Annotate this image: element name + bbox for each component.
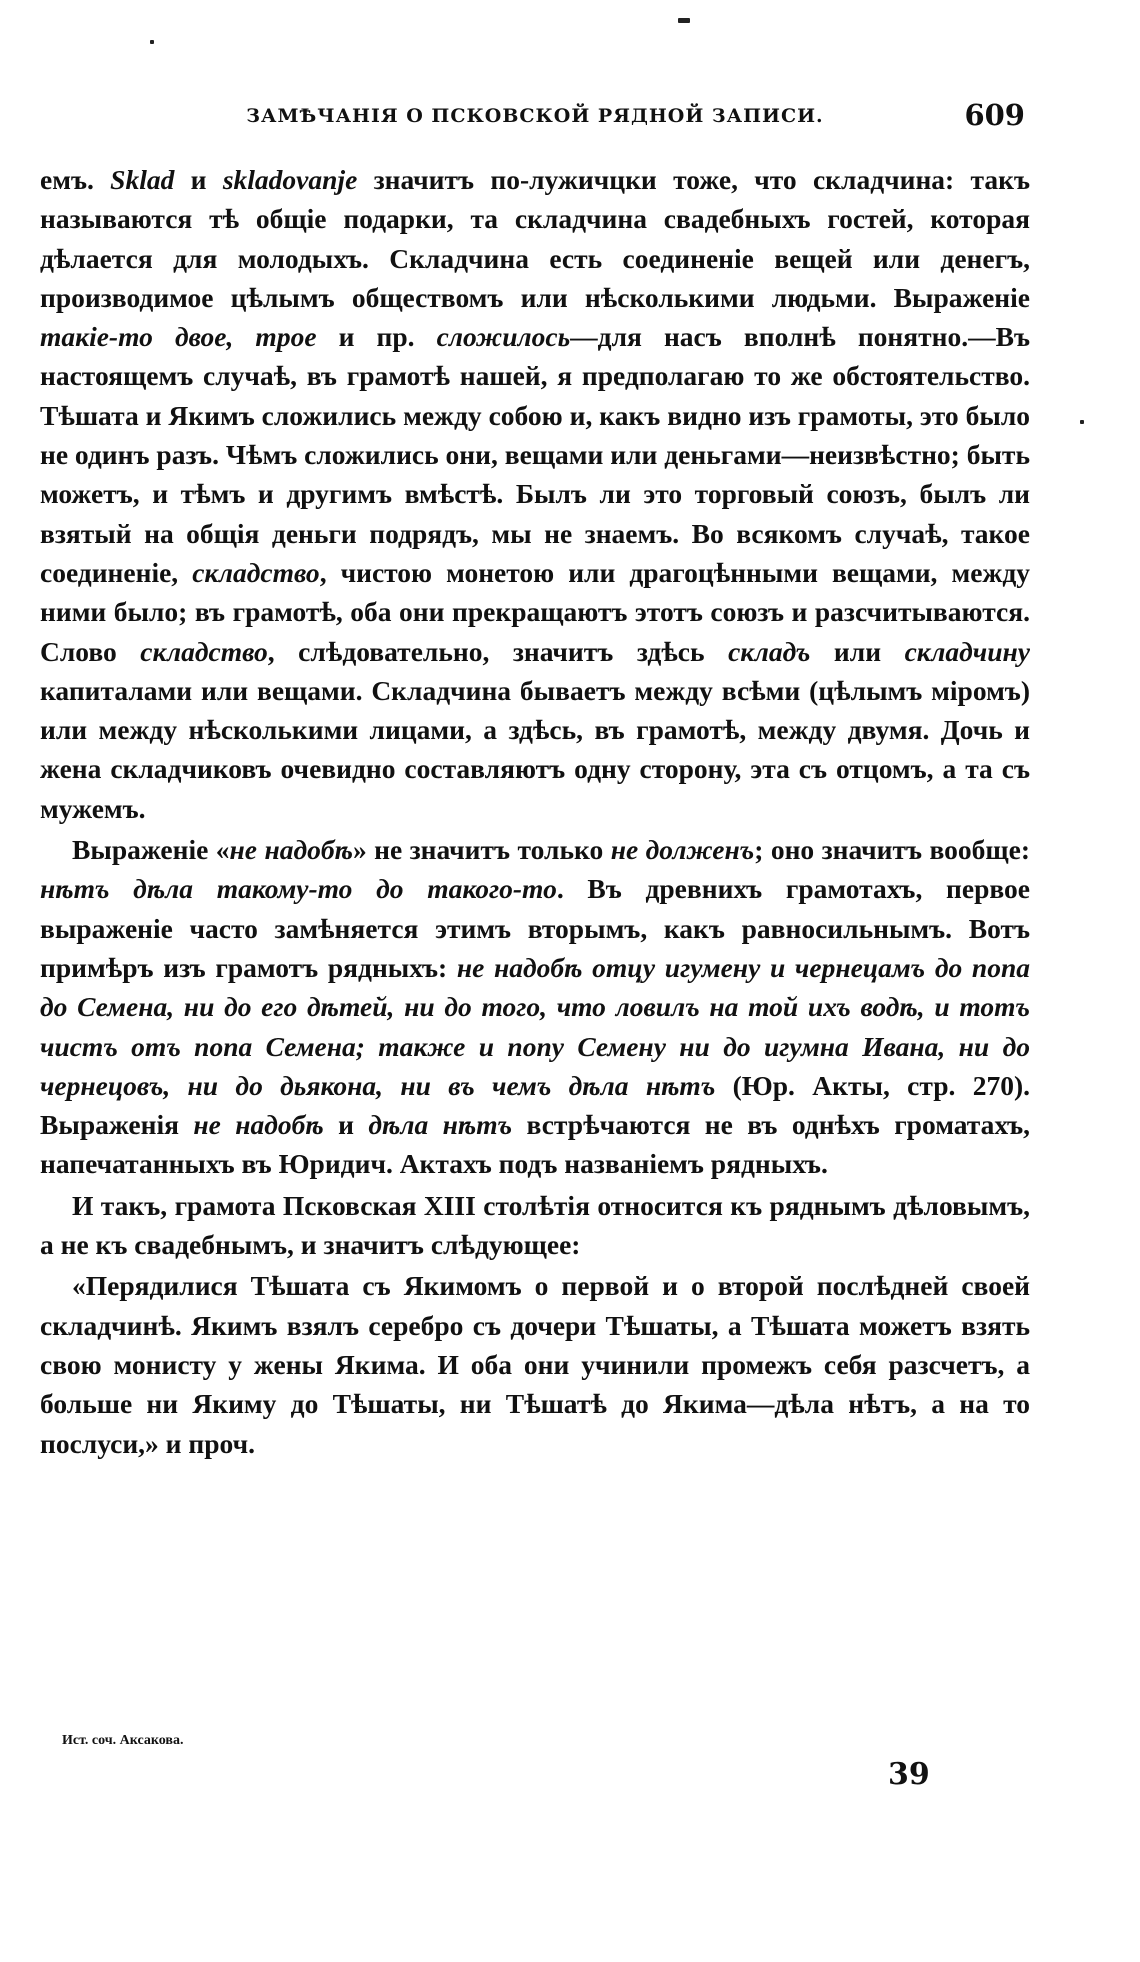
- page-number: 609: [964, 98, 1025, 132]
- italic-run: skladovanje: [222, 164, 358, 195]
- italic-run: складъ: [728, 635, 811, 667]
- text-run: —для насъ вполнѣ понятно.—Въ настоящемъ случаѣ, въ грамотѣ нашей, я предполагаю то же обстоятельство. Тѣшата и Якимъ сложились между собою и, какъ видно изъ грамоты, это было не одинъ разъ. Чѣмъ сложились они, вещами или деньгами—неизвѣстно; быть можетъ, и тѣмъ и другимъ вмѣстѣ. Былъ ли это торговый союзъ, былъ ли взятый на общія деньги подрядъ, мы не знаемъ. Во всякомъ случаѣ, такое соединеніе,: [40, 321, 1030, 588]
- print-speck: [150, 40, 154, 44]
- text-run: и: [174, 164, 223, 195]
- italic-run: не надобѣ отцу игумену и чернецамъ до попа до Семена, ни до его дѣтей, ни до того, что ловилъ на той ихъ водѣ, и тотъ чистъ отъ попа Семена; также и попу Семену ни до игумна Ивана, ни до чернецовъ, ни до дьякона, ни въ чемъ дѣла нѣтъ: [40, 951, 1031, 1101]
- text-run: Выраженіе «: [72, 834, 230, 866]
- text-run: или: [810, 635, 905, 667]
- text-run: и пр.: [316, 321, 437, 353]
- text-run: и: [323, 1109, 369, 1141]
- italic-run: не долженъ: [610, 834, 755, 866]
- italic-run: складство: [140, 635, 268, 667]
- running-title: ЗАМѢЧАНІЯ О ПСКОВСКОЙ РЯДНОЙ ЗАПИСИ.: [246, 105, 824, 127]
- text-run: (Юр. Акты, стр. 270). Выраженія: [40, 1069, 1030, 1141]
- text-run: » не значитъ только: [352, 834, 611, 866]
- text-run: капиталами или вещами. Складчина бываетъ между всѣми (цѣлымъ міромъ) или между нѣсколькими лицами, а здѣсь, въ грамотѣ, между двумя. Дочь и жена складчиковъ очевидно составляютъ одну сторону, эта съ отцомъ, а та съ мужемъ.: [40, 674, 1030, 824]
- text-run: И такъ, грамота Псковская XIII столѣтія относится къ ряднымъ дѣловымъ, а не къ свадебнымъ, и значитъ слѣдующее:: [40, 1189, 1030, 1261]
- text-run: , слѣдовательно, значитъ здѣсь: [267, 635, 729, 667]
- italic-run: сложилось: [436, 321, 571, 353]
- italic-run: не надобѣ: [229, 834, 353, 866]
- text-run: емъ.: [40, 164, 111, 195]
- text-run: значитъ по-лужичцки тоже, что складчина: такъ называются тѣ общіе подарки, та складчина свадебныхъ гостей, которая дѣлается для молодыхъ. Складчина есть соединеніе вещей или денегъ, производимое цѣлымъ обществомъ или нѣсколькими людьми. Выраженіе: [40, 164, 1030, 313]
- italic-run: Sklad: [110, 164, 175, 195]
- text-run: , чистою монетою или драгоцѣнными вещами, между ними было; въ грамотѣ, оба они прекращаютъ этотъ союзъ и разсчитываются. Слово: [40, 556, 1030, 667]
- paragraph: [40, 830, 1030, 1184]
- italic-run: складчину: [904, 635, 1030, 667]
- print-speck: [1080, 420, 1084, 424]
- text-run: встрѣчаются не въ однѣхъ громатахъ, напечатанныхъ въ Юридич. Актахъ подъ названіемъ рядныхъ.: [40, 1109, 1030, 1180]
- italic-run: не надобѣ: [193, 1109, 324, 1141]
- italic-run: складство: [192, 556, 320, 588]
- print-speck: [678, 18, 690, 23]
- paragraph: [40, 1266, 1030, 1462]
- text-run: . Въ древнихъ грамотахъ, первое выраженіе часто замѣняется этимъ вторымъ, какъ равносильнымъ. Вотъ примѣръ изъ грамотъ рядныхъ:: [40, 873, 1030, 983]
- body-text: [40, 160, 1030, 1463]
- italic-run: нѣтъ дѣла такому-то до такого-то: [40, 873, 557, 905]
- italic-run: такіе-то двое, трое: [40, 321, 317, 353]
- paragraph: [40, 1186, 1030, 1265]
- signature-mark: 39: [888, 1757, 930, 1792]
- footnote: Ист. соч. Аксакова.: [62, 1733, 184, 1748]
- paragraph: [40, 160, 1030, 828]
- italic-run: дѣла нѣтъ: [368, 1109, 513, 1141]
- text-run: ; оно значитъ вообще:: [754, 834, 1031, 866]
- text-run: «Перядилися Тѣшата съ Якимомъ о первой и о второй послѣдней своей складчинѣ. Якимъ взялъ серебро съ дочери Тѣшаты, а Тѣшата можетъ взять свою монисту у жены Якима. И оба они учинили промежъ себя разсчетъ, а больше ни Якиму до Тѣшаты, ни Тѣшатѣ до Якима—дѣла нѣтъ, а на то послуси,» и проч.: [40, 1270, 1030, 1459]
